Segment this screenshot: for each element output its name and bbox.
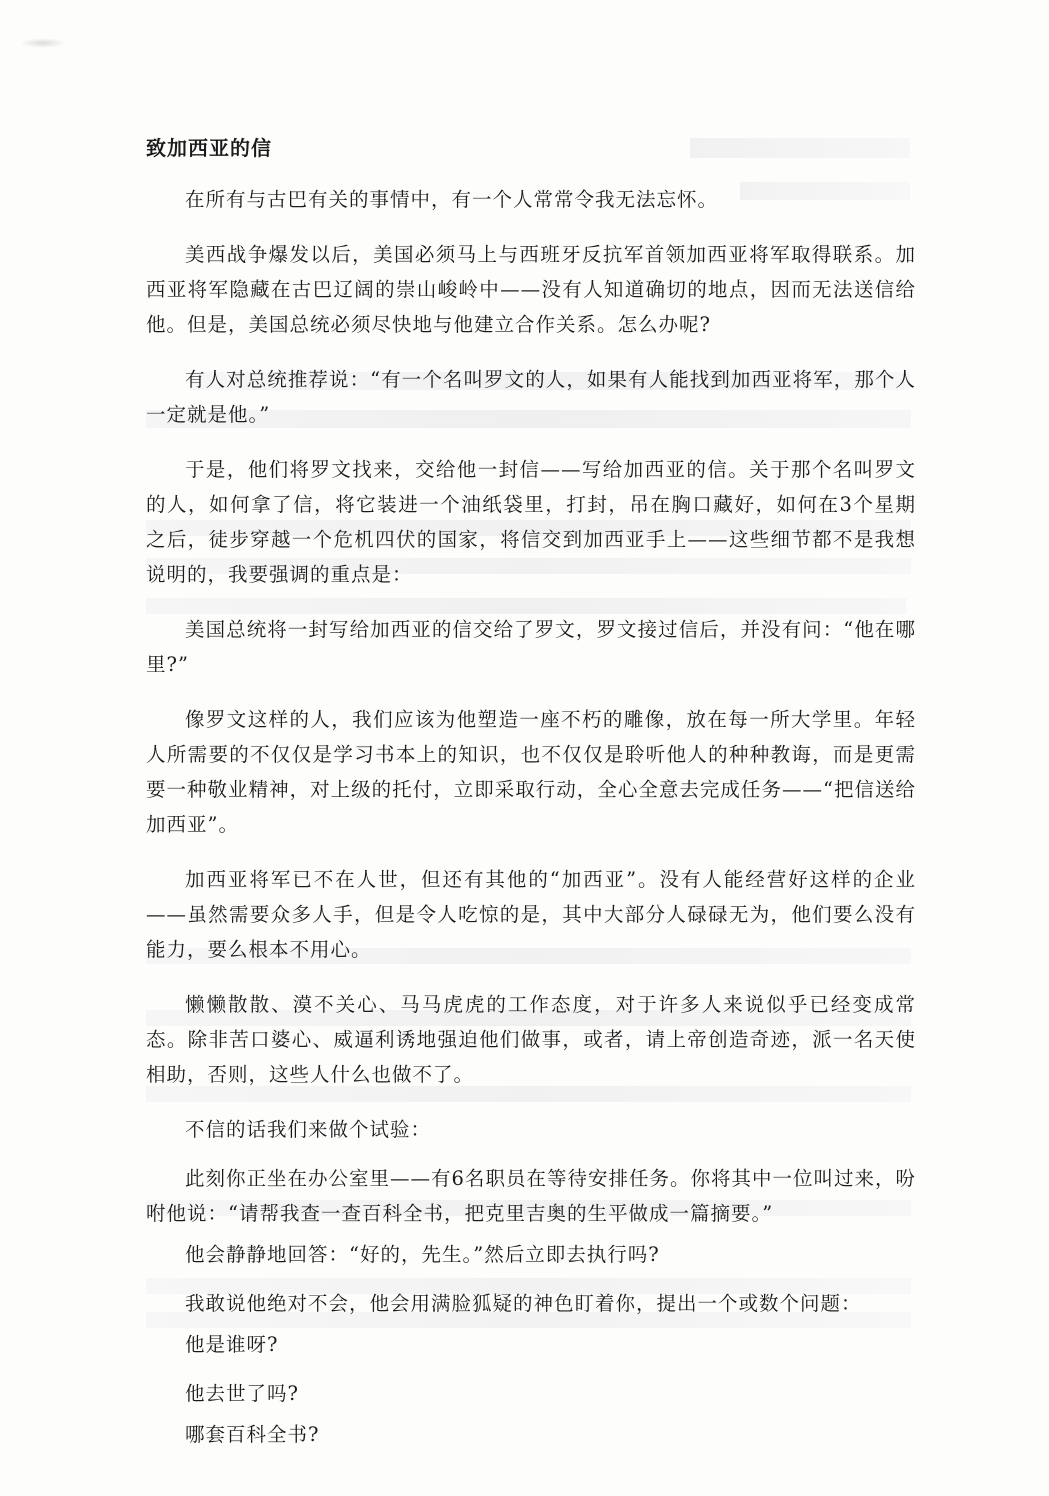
- paragraph: 加西亚将军已不在人世，但还有其他的“加西亚”。没有人能经营好这样的企业——虽然需要众多人手，但是令人吃惊的是，其中大部分人碌碌无为，他们要么没有能力，要么根本不用心。: [146, 868, 916, 961]
- paragraph: 懒懒散散、漠不关心、马马虎虎的工作态度，对于许多人来说似乎已经变成常态。除非苦口婆心、威逼利诱地强迫他们做事，或者，请上帝创造奇迹，派一名天使相助，否则，这些人什么也做不了。: [146, 993, 916, 1086]
- paragraph: 美西战争爆发以后，美国必须马上与西班牙反抗军首领加西亚将军取得联系。加西亚将军隐藏在古巴辽阔的崇山峻岭中——没有人知道确切的地点，因而无法送信给他。但是，美国总统必须尽快地与他建立合作关系。怎么办呢?: [146, 243, 916, 336]
- document-body: [146, 134, 916, 1452]
- paragraph: 此刻你正坐在办公室里——有6名职员在等待安排任务。你将其中一位叫过来，吩咐他说：“请帮我查一查百科全书，把克里吉奥的生平做成一篇摘要。”: [146, 1167, 916, 1225]
- scan-speck: [20, 38, 66, 48]
- paragraph: 于是，他们将罗文找来，交给他一封信——写给加西亚的信。关于那个名叫罗文的人，如何拿了信，将它装进一个油纸袋里，打封，吊在胸口藏好，如何在3个星期之后，徒步穿越一个危机四伏的国家，将信交到加西亚手上——这些细节都不是我想说明的，我要强调的重点是：: [146, 458, 916, 586]
- paragraph: 美国总统将一封写给加西亚的信交给了罗文，罗文接过信后，并没有问：“他在哪里?”: [146, 618, 916, 676]
- question-item: 他去世了吗?: [185, 1382, 299, 1405]
- paragraph: 他会静静地回答：“好的，先生。”然后立即去执行吗?: [185, 1243, 660, 1266]
- question-item: 他是谁呀?: [185, 1333, 279, 1356]
- paragraph: 有人对总统推荐说：“有一个名叫罗文的人，如果有人能找到加西亚将军，那个人一定就是他。”: [146, 368, 916, 426]
- paragraph: 我敢说他绝对不会，他会用满脸狐疑的神色盯着你，提出一个或数个问题：: [185, 1292, 862, 1315]
- paragraph: 在所有与古巴有关的事情中，有一个人常常令我无法忘怀。: [185, 188, 719, 211]
- paragraph: 像罗文这样的人，我们应该为他塑造一座不朽的雕像，放在每一所大学里。年轻人所需要的不仅仅是学习书本上的知识，也不仅仅是聆听他人的种种教诲，而是更需要一种敬业精神，对上级的托付，立即采取行动，全心全意去完成任务——“把信送给加西亚”。: [146, 708, 916, 836]
- question-item: 哪套百科全书?: [185, 1423, 320, 1446]
- document-title: 致加西亚的信: [146, 136, 272, 160]
- paragraph: 不信的话我们来做个试验：: [185, 1118, 432, 1141]
